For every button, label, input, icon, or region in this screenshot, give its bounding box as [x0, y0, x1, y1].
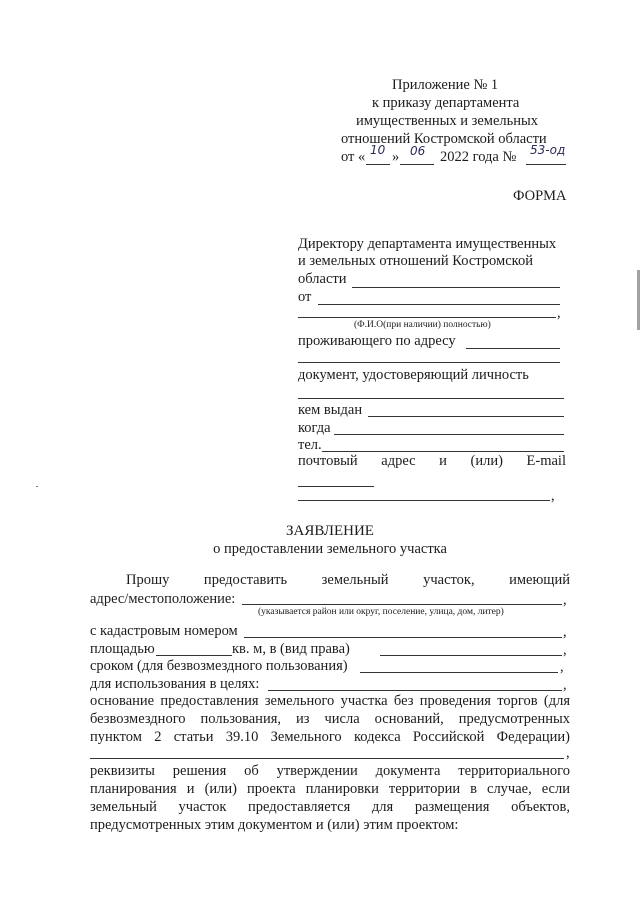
purpose-field[interactable] [268, 690, 562, 691]
appendix-date-mid: » [392, 149, 400, 165]
requisites-line1: реквизиты решения об утверждении документа территориального [90, 763, 570, 779]
appendix-oblast-line: отношений Костромской области [341, 131, 547, 147]
form-label: ФОРМА [513, 188, 567, 204]
location-field[interactable] [242, 604, 562, 605]
number-underline [526, 164, 566, 165]
basis-line3: пунктом 2 статьи 39.10 Земельного кодекса Российской Федерации) [90, 729, 570, 745]
area-unit-label: кв. м, в (вид права) [232, 641, 350, 657]
phone-label: тел. [298, 437, 322, 453]
appendix-number: Приложение № 1 [392, 77, 499, 93]
statement-title: ЗАЯВЛЕНИЕ [286, 523, 374, 539]
location-hint: (указывается район или округ, поселение, улица, дом, литер) [258, 607, 504, 617]
area-label: площадью [90, 641, 155, 657]
appendix-date-year: 2022 года № [440, 149, 517, 165]
comma-8: , [566, 745, 570, 761]
phone-field[interactable] [322, 451, 564, 452]
comma-2: , [551, 488, 555, 504]
appendix-date-prefix: от « [341, 149, 366, 165]
area-field[interactable] [156, 655, 232, 656]
applicant-name-field-2[interactable] [298, 317, 556, 318]
postal-field-2[interactable] [298, 500, 550, 501]
right-type-field[interactable] [380, 655, 562, 656]
when-field[interactable] [334, 434, 564, 435]
applicant-name-field-1[interactable] [318, 304, 560, 305]
oblast-field[interactable] [352, 287, 560, 288]
comma-4: , [563, 624, 567, 640]
postal-field-1[interactable] [298, 486, 374, 487]
term-field[interactable] [360, 672, 558, 673]
comma-5: , [563, 642, 567, 658]
issued-by-field[interactable] [368, 416, 564, 417]
addressee-oblast: области [298, 271, 347, 287]
when-label: когда [298, 420, 331, 436]
appendix-order-number: 53-од [530, 143, 566, 157]
comma-3: , [563, 592, 567, 608]
appendix-order-line: к приказу департамента [372, 95, 520, 111]
appendix-date-day: 10 [370, 143, 386, 157]
basis-line1: основание предоставления земельного участка без проведения торгов (для [90, 693, 570, 709]
day-underline [366, 164, 390, 165]
cadastral-field[interactable] [244, 637, 562, 638]
comma-1: , [557, 305, 561, 321]
address-field-2[interactable] [298, 362, 560, 363]
requisites-line4: предусмотренных этим документом и (или) этим проектом: [90, 817, 459, 833]
term-label: сроком (для безвозмездного пользования) [90, 658, 348, 674]
cadastral-label: с кадастровым номером [90, 623, 238, 639]
location-label: адрес/местоположение: [90, 591, 236, 607]
scan-dot-artifact [36, 486, 38, 487]
postal-label: почтовый адрес и (или) E-mail [298, 453, 566, 469]
request-line1: Прошу предоставить земельный участок, имеющий [126, 572, 570, 588]
appendix-dept-line: имущественных и земельных [356, 113, 539, 129]
id-doc-label: документ, удостоверяющий личность [298, 367, 529, 383]
comma-7: , [563, 677, 567, 693]
basis-field[interactable] [90, 758, 564, 759]
purpose-label: для использования в целях: [90, 676, 260, 692]
basis-line2: безвозмездного пользования, из числа оснований, предусмотренных [90, 711, 570, 727]
id-doc-field[interactable] [298, 398, 564, 399]
issued-by-label: кем выдан [298, 402, 363, 418]
requisites-line2: планирования и (или) проекта планировки территории в случае, если [90, 781, 570, 797]
comma-6: , [560, 659, 564, 675]
address-field-1[interactable] [466, 348, 560, 349]
residing-label: проживающего по адресу [298, 333, 456, 349]
addressee-line2: и земельных отношений Костромской [298, 253, 533, 269]
addressee-line1: Директору департамента имущественных [298, 236, 557, 252]
statement-subtitle: о предоставлении земельного участка [213, 541, 447, 557]
month-underline [400, 164, 434, 165]
requisites-line3: земельный участок предоставляется для размещения объектов, [90, 799, 570, 815]
fio-hint: (Ф.И.О(при наличии) полностью) [354, 320, 491, 330]
appendix-date-month: 06 [410, 144, 426, 158]
from-label: от [298, 289, 312, 305]
